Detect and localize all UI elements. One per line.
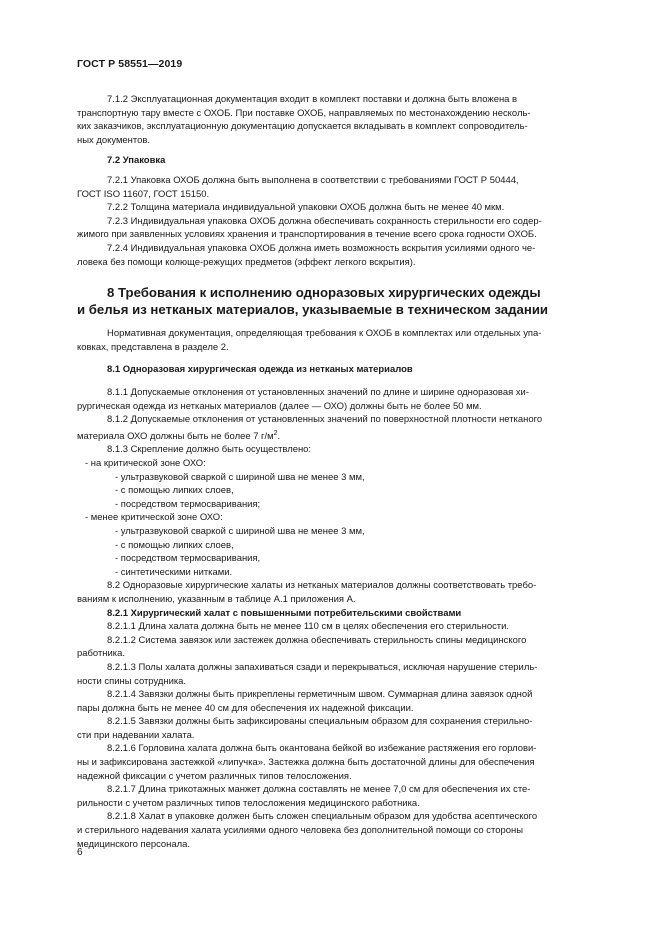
paragraph-8-1-2: 8.1.2 Допускаемые отклонения от установленных значений по поверхностной плотности нетканого материала ОХО должны быть не более 7 $г/м^2$.: [77, 414, 543, 442]
paragraph-8-2-1-2: 8.2.1.2 Система завязок или застежек должна обеспечивать стерильность спины медицинского работника.: [77, 634, 527, 660]
page-number: 6: [77, 847, 83, 858]
paragraph-7-2-1: 7.2.1 Упаковка ОХОБ должна быть выполнена в соответствии с требованиями ГОСТ Р 50444, ГОСТ ISO 11607, ГОСТ 15150.: [77, 174, 519, 200]
paragraph-8-2-1-7: 8.2.1.7 Длина трикотажных манжет должна составлять не менее 7,0 см для обеспечения их сте- рильности с учетом различных типов телосложения медицинского работника.: [77, 784, 531, 809]
paragraph-7-1-2: 7.1.2 Эксплуатационная документация входит в комплект поставки и должна быть вложена в транспортную тару вместе с ОХОБ. При поставке ОХОБ, направляемых по местонахождению несколь- ких заказчиков, эксплуатационную документацию допускается вкладывать в комплект сопроводитель- ных документов.: [77, 94, 531, 146]
paragraph-7-2-2: 7.2.2 Толщина материала индивидуальной упаковки ОХОБ должна быть не менее 40 мкм.: [107, 202, 505, 214]
section-heading-8-1: 8.1 Одноразовая хирургическая одежда из нетканых материалов: [107, 364, 413, 376]
section-heading-7-2: 7.2 Упаковка: [107, 155, 166, 167]
document-code-header: ГОСТ Р 58551—2019: [77, 58, 183, 70]
paragraph-8-2: 8.2 Одноразовые хирургические халаты из нетканых материалов должны соответствовать требо- ваниям к исполнению, указанным в таблице А.1 приложения А.: [77, 580, 537, 605]
list-item: - с помощью липких слоев,: [115, 539, 234, 551]
paragraph-8-2-1-6: 8.2.1.6 Горловина халата должна быть окантована бейкой во избежание растяжения его горлови- ны и зафиксирована застежкой «липучка». Застежка должна быть достаточной длины для обеспечения надежной фиксации с учетом различных типов телосложения.: [77, 743, 537, 782]
superscript-2: 2: [273, 429, 278, 437]
list-item-critical-zone: - на критической зоне ОХО:: [85, 458, 206, 470]
list-item: - ультразвуковой сваркой с шириной шва не менее 3 мм,: [115, 471, 365, 483]
list-item: - посредством термосваривания,: [115, 553, 261, 565]
list-item: - с помощью липких слоев,: [115, 485, 234, 497]
paragraph-8-2-1-5: 8.2.1.5 Завязки должны быть зафиксированы специальным образом для сохранения стерильно- сти при надевании халата.: [77, 716, 533, 741]
list-item: - синтетическими нитками.: [115, 566, 233, 578]
section-heading-8-2-1: 8.2.1 Хирургический халат с повышенными потребительскими свойствами: [107, 607, 462, 619]
list-item: - ультразвуковой сваркой с шириной шва не менее 3 мм,: [115, 525, 365, 537]
paragraph-8-intro: Нормативная документация, определяющая требования к ОХОБ в комплектах или отдельных упа- ковках, представлена в разделе 2.: [77, 328, 542, 353]
paragraph-7-2-3: 7.2.3 Индивидуальная упаковка ОХОБ должна обеспечивать сохранность стерильности его содер- жимого при заявленных условиях хранения и транспортирования в течение всего срока годности ОХОБ.: [77, 215, 542, 241]
section-title-8: 8 Требования к исполнению одноразовых хирургических одежды и белья из нетканых материалов, указываемые в техническом задании: [77, 285, 549, 318]
page-body: [77, 93, 613, 851]
paragraph-8-2-1-3: 8.2.1.3 Полы халата должны запахиваться сзади и перекрываться, исключая нарушение стериль- ности спины сотрудника.: [77, 661, 538, 687]
list-item: - посредством термосваривания;: [115, 498, 261, 510]
list-item-less-critical-zone: - менее критической зоне ОХО:: [85, 512, 223, 524]
paragraph-8-1-3: 8.1.3 Скрепление должно быть осуществлено:: [107, 444, 312, 456]
paragraph-8-2-1-1: 8.2.1.1 Длина халата должна быть не менее 110 см в целях обеспечения его стерильности.: [107, 621, 510, 633]
paragraph-8-1-1: 8.1.1 Допускаемые отклонения от установленных значений по длине и ширине одноразовая хи- рургическая одежда из нетканых материалов (далее — ОХО) должны быть не более 50 мм.: [77, 386, 529, 412]
paragraph-7-2-4: 7.2.4 Индивидуальная упаковка ОХОБ должна иметь возможность вскрытия усилиями одного че- ловека без помощи колюще-режущих предметов (эффект легкого вскрытия).: [77, 242, 536, 268]
paragraph-8-2-1-4: 8.2.1.4 Завязки должны быть прикреплены герметичным швом. Суммарная длина завязок одной пары должна быть не менее 40 см для обеспечения их надежной фиксации.: [77, 689, 533, 714]
paragraph-8-2-1-8: 8.2.1.8 Халат в упаковке должен быть сложен специальным образом для удобства асептического и стерильного надевания халата усилиями одного человека без дополнительной помощи со стороны медицинского персонала.: [77, 811, 538, 850]
